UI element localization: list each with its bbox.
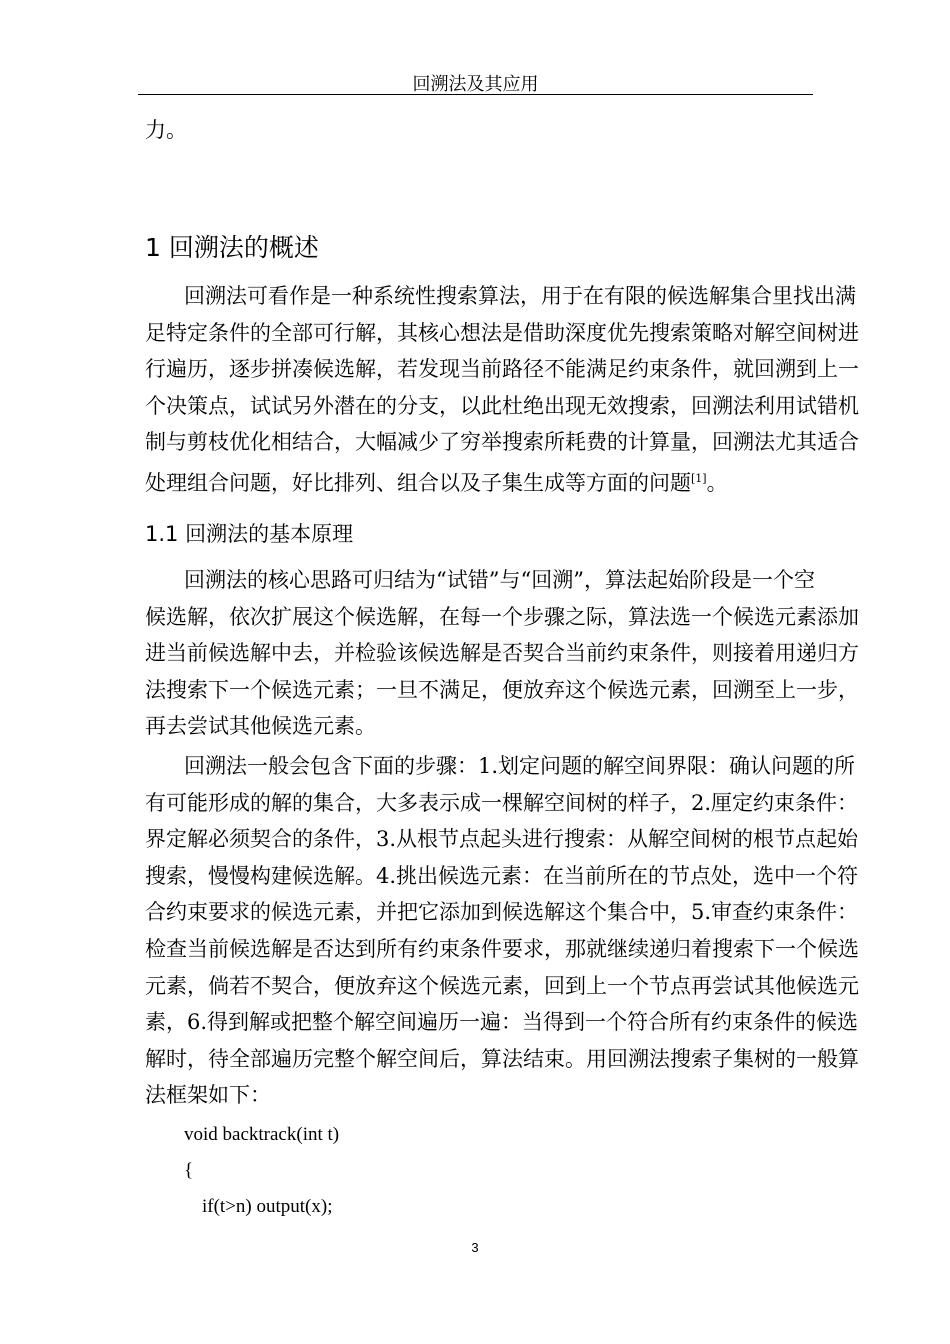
text-line: 制与剪枝优化相结合，大幅减少了穷举搜索所耗费的计算量，回溯法尤其适合 (145, 430, 859, 455)
carry-over-text: 力。 (145, 118, 187, 142)
text-line: 搜索，慢慢构建候选解。4.挑出候选元素：在当前所在的节点处，选中一个符 (145, 863, 859, 888)
subsection-heading: 1.1 回溯法的基本原理 (145, 522, 354, 546)
citation[interactable]: [1] (691, 472, 707, 485)
text-line: 回溯法的核心思路可归结为“试错”与“回溯”，算法起始阶段是一个空 (184, 568, 815, 592)
text-line: 解时，待全部遍历完整个解空间后，算法结束。用回溯法搜索子集树的一般算 (145, 1046, 859, 1071)
section-heading: 1 回溯法的概述 (145, 233, 319, 262)
code-line: { (184, 1160, 194, 1181)
text-line: 法搜索下一个候选元素；一旦不满足，便放弃这个候选元素，回溯至上一步， (145, 677, 859, 702)
text-line: 回溯法可看作是一种系统性搜索算法，用于在有限的候选解集合里找出满 (184, 284, 856, 308)
running-header: 回溯法及其应用 (412, 74, 539, 95)
text-line: 再去尝试其他候选元素。 (145, 714, 376, 739)
text-line: 法框架如下： (145, 1083, 271, 1108)
text-line: 个决策点，试试另外潜在的分支，以此杜绝出现无效搜索，回溯法利用试错机 (145, 393, 859, 418)
text-line: 有可能形成的解的集合，大多表示成一棵解空间树的样子，2.厘定约束条件： (145, 790, 859, 815)
text-line: 界定解必须契合的条件，3.从根节点起头进行搜索：从解空间树的根节点起始 (145, 827, 859, 852)
text-line: 合约束要求的候选元素，并把它添加到候选解这个集合中，5.审查约束条件： (145, 900, 859, 925)
code-line: if(t>n) output(x); (202, 1196, 333, 1217)
text-line: 素，6.得到解或把整个解空间遍历一遍：当得到一个符合所有约束条件的候选 (145, 1010, 859, 1035)
text-line: 足特定条件的全部可行解，其核心想法是借助深度优先搜索策略对解空间树进 (145, 320, 859, 345)
text-line: 行遍历，逐步拼凑候选解，若发现当前路径不能满足约束条件，就回溯到上一 (145, 357, 859, 382)
code-line: void backtrack(int t) (184, 1124, 340, 1145)
header-rule (138, 94, 813, 95)
text-line: 元素，倘若不契合，便放弃这个候选元素，回到上一个节点再尝试其他候选元 (145, 973, 859, 998)
text-line: 处理组合问题，好比排列、组合以及子集生成等方面的问题[1]。 (145, 471, 728, 495)
page-number: 3 (471, 1240, 479, 1255)
text-line: 检查当前候选解是否达到所有约束条件要求，那就继续递归着搜索下一个候选 (145, 937, 859, 961)
text-line: 进当前候选解中去，并检验该候选解是否契合当前约束条件，则接着用递归方 (145, 641, 859, 666)
period: 。 (706, 471, 728, 495)
text-line: 回溯法一般会包含下面的步骤：1.划定问题的解空间界限：确认问题的所 (184, 754, 856, 778)
text-line: 候选解，依次扩展这个候选解，在每一个步骤之际，算法选一个候选元素添加 (145, 604, 859, 629)
